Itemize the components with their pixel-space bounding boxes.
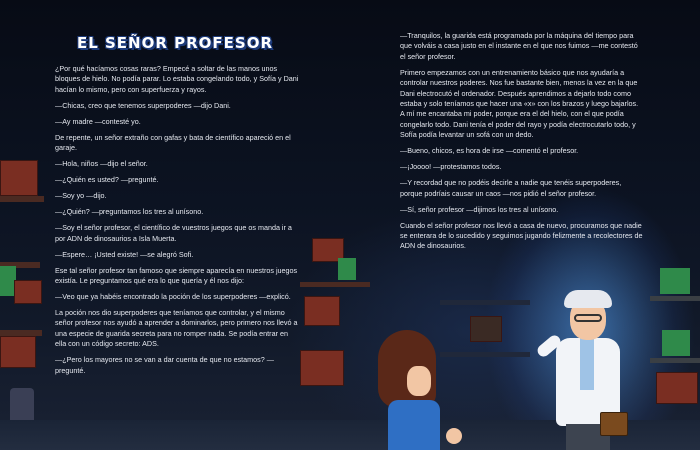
left-column [55,64,299,382]
shelf-back [440,352,530,357]
storage-box [656,372,698,404]
storage-box [470,316,502,342]
storage-box [14,280,42,304]
paragraph: —¡Joooo! —protestamos todos. [400,162,502,172]
glasses-icon [574,314,602,322]
right-column [400,31,644,257]
shelf-middle [300,282,370,287]
girl-body [388,400,440,450]
storage-box [300,350,344,386]
paragraph: —Veo que ya habéis encontrado la poción de los superpoderes —explicó. [55,292,291,302]
paragraph: Cuando el señor profesor nos llevó a casa de nuevo, procuramos que nadie se enterara de lo sucedido y seguimos jugando felizmente a recolectores de ADN de dinosaurios. [400,220,643,251]
paragraph: De repente, un señor extraño con gafas y bata de científico apareció en el garaje. [55,132,291,153]
paragraph: La poción nos dio superpoderes que teníamos que controlar, y el mismo señor profesor nos ayudó a aprender a dominarlos, pero primero nos llevó a una especie de guarida secreta para no romper nada. Se podía entrar en ella con un código secreto: ADS. [55,308,298,349]
paragraph: ¿Por qué hacíamos cosas raras? Empecé a soltar de las manos unos bloques de hielo. No podía parar. Lo estaba congelando todo, y Sofía y Dani hacían lo mismo, pero con superfuerza y rayos. [55,64,299,94]
paragraph: —Y recordad que no podéis decirle a nadie que tenéis superpoderes, porque podríais causar un caos —nos pidió el señor profesor. [400,178,622,198]
girl-hand [446,428,462,444]
page-title: EL SEÑOR PROFESOR [76,34,274,52]
paragraph: —¿Quién es usted? —pregunté. [55,175,159,185]
shelf-right [650,358,700,363]
paragraph: Ese tal señor profesor tan famoso que siempre aparecía en nuestros juegos existía. Le preguntamos qué era lo que quería y él nos dijo: [55,265,298,286]
paragraph: —Soy el señor profesor, el científico de vuestros juegos que os manda ir a por ADN de dinosaurios a Isla Muerta. [55,223,292,243]
paragraph: —Sí, señor profesor —dijimos los tres al unísono. [400,204,559,214]
girl-face [407,366,431,396]
paragraph: —Bueno, chicos, es hora de irse —comentó el profesor. [400,146,579,156]
paragraph: —Espere… ¡Usted existe! —se alegró Sofi. [55,249,194,259]
paragraph: —Ay madre —contesté yo. [55,116,141,126]
storage-box [304,296,340,326]
paragraph: —¿Quién? —preguntamos los tres al unísono. [55,207,204,217]
shelf-back [440,300,530,305]
paragraph: —¿Pero los mayores no se van a dar cuenta de que no estamos? —pregunté. [55,355,274,375]
storage-box [0,160,38,196]
paragraph: —Soy yo —dijo. [55,191,107,201]
green-box [338,258,356,280]
paragraph: —Tranquilos, la guarida está programada por la máquina del tiempo para que volváis a casa justo en el instante en el que nos fuimos —me contestó el señor profesor. [400,31,638,61]
shelf-right [650,296,700,301]
professor-shirt [580,338,594,390]
paragraph: —Hola, niños —dijo el señor. [55,159,148,169]
green-box [662,330,690,356]
paragraph: —Chicas, creo que tenemos superpoderes —dijo Dani. [55,100,231,110]
green-box [660,268,690,294]
professor-hair [564,290,612,308]
shelf-left-1 [0,196,44,202]
storage-box [0,336,36,368]
paragraph: Primero empezamos con un entrenamiento básico que nos ayudaría a controlar nuestros poderes. Nos fue bastante bien, menos la vez en la que Dani electrocutó el ordenador. Después aprendimos a dejarlo todo como estaba y solo teníamos que hacer una «x» con los brazos y luego bajarlos. A mí me encantaba mi poder, porque era el del hielo, con el que podía congelarlo todo. Dani tenía el poder del rayo y podía electrocutarlo todo, y Sofía podía levantar un sofá con un dedo. [400,67,639,140]
briefcase-icon [600,412,628,436]
